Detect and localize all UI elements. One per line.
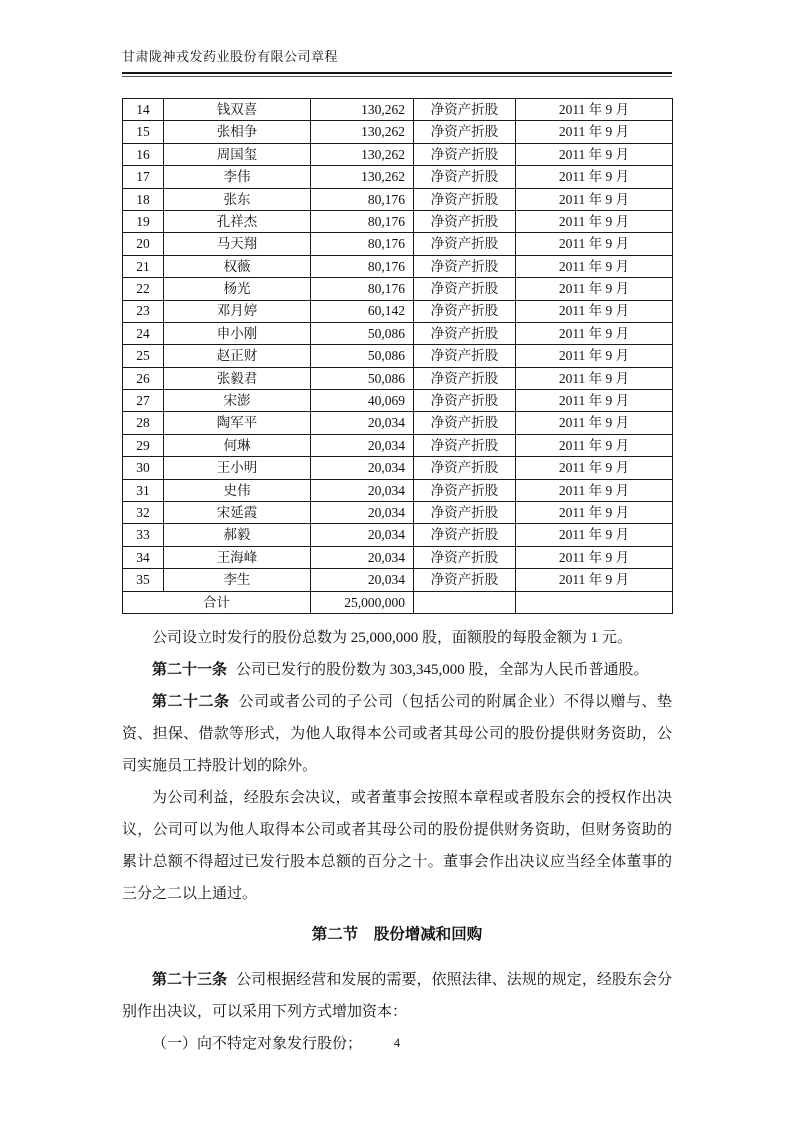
row-date: 2011 年 9 月	[516, 300, 673, 322]
row-no: 34	[123, 546, 164, 568]
row-date: 2011 年 9 月	[516, 188, 673, 210]
row-shares: 20,034	[311, 502, 414, 524]
row-name: 史伟	[164, 479, 311, 501]
article-23-text: 公司根据经营和发展的需要，依照法律、法规的规定，经股东会分别作出决议，可以采用下列方式增加资本：	[122, 971, 672, 1020]
table-row	[123, 457, 673, 479]
row-name: 赵正财	[164, 345, 311, 367]
row-method: 净资产折股	[414, 457, 516, 479]
row-no: 15	[123, 121, 164, 143]
row-no: 19	[123, 210, 164, 232]
table-row	[123, 322, 673, 344]
row-date: 2011 年 9 月	[516, 322, 673, 344]
table-row	[123, 121, 673, 143]
row-no: 22	[123, 278, 164, 300]
table-row	[123, 99, 673, 121]
row-method: 净资产折股	[414, 367, 516, 389]
row-shares: 50,086	[311, 345, 414, 367]
table-row	[123, 255, 673, 277]
row-shares: 20,034	[311, 524, 414, 546]
table-row	[123, 434, 673, 456]
row-method: 净资产折股	[414, 479, 516, 501]
row-date: 2011 年 9 月	[516, 502, 673, 524]
row-no: 27	[123, 390, 164, 412]
row-no: 16	[123, 143, 164, 165]
row-date: 2011 年 9 月	[516, 457, 673, 479]
page-number: 4	[393, 1036, 401, 1050]
row-date: 2011 年 9 月	[516, 546, 673, 568]
row-name: 张相争	[164, 121, 311, 143]
row-method: 净资产折股	[414, 390, 516, 412]
row-no: 29	[123, 434, 164, 456]
paragraph-article-22	[122, 686, 672, 782]
row-no: 23	[123, 300, 164, 322]
total-empty-date-cell	[516, 591, 673, 613]
total-empty-method-cell	[414, 591, 516, 613]
row-name: 陶军平	[164, 412, 311, 434]
row-method: 净资产折股	[414, 166, 516, 188]
row-no: 28	[123, 412, 164, 434]
table-row	[123, 143, 673, 165]
row-method: 净资产折股	[414, 322, 516, 344]
row-shares: 50,086	[311, 322, 414, 344]
row-date: 2011 年 9 月	[516, 412, 673, 434]
row-method: 净资产折股	[414, 233, 516, 255]
row-no: 18	[123, 188, 164, 210]
row-shares: 130,262	[311, 143, 414, 165]
row-name: 王小明	[164, 457, 311, 479]
article-22-text: 公司或者公司的子公司（包括公司的附属企业）不得以赠与、垫资、担保、借款等形式，为他人取得本公司或者其母公司的股份提供财务资助，公司实施员工持股计划的除外。	[122, 693, 672, 774]
row-name: 权薇	[164, 255, 311, 277]
row-name: 郝毅	[164, 524, 311, 546]
row-method: 净资产折股	[414, 278, 516, 300]
page-content	[122, 0, 672, 1060]
row-date: 2011 年 9 月	[516, 278, 673, 300]
row-method: 净资产折股	[414, 345, 516, 367]
row-shares: 60,142	[311, 300, 414, 322]
row-name: 孔祥杰	[164, 210, 311, 232]
table-row	[123, 569, 673, 591]
row-name: 杨光	[164, 278, 311, 300]
table-row	[123, 300, 673, 322]
row-shares: 80,176	[311, 188, 414, 210]
row-no: 31	[123, 479, 164, 501]
table-row	[123, 524, 673, 546]
row-date: 2011 年 9 月	[516, 434, 673, 456]
row-date: 2011 年 9 月	[516, 390, 673, 412]
row-name: 马天翔	[164, 233, 311, 255]
row-method: 净资产折股	[414, 300, 516, 322]
table-row	[123, 367, 673, 389]
row-no: 17	[123, 166, 164, 188]
row-date: 2011 年 9 月	[516, 143, 673, 165]
row-date: 2011 年 9 月	[516, 367, 673, 389]
section-heading: 第二节 股份增减和回购	[311, 925, 483, 943]
table-row	[123, 502, 673, 524]
row-shares: 130,262	[311, 99, 414, 121]
row-no: 21	[123, 255, 164, 277]
row-name: 李生	[164, 569, 311, 591]
body-text	[122, 622, 672, 1060]
row-shares: 130,262	[311, 166, 414, 188]
table-row	[123, 479, 673, 501]
paragraph-article-21	[122, 654, 672, 686]
table-row	[123, 210, 673, 232]
row-method: 净资产折股	[414, 121, 516, 143]
list-item-1: （一）向不特定对象发行股份；	[152, 1035, 363, 1052]
row-method: 净资产折股	[414, 412, 516, 434]
row-no: 30	[123, 457, 164, 479]
row-method: 净资产折股	[414, 210, 516, 232]
row-method: 净资产折股	[414, 255, 516, 277]
row-no: 26	[123, 367, 164, 389]
table-row	[123, 188, 673, 210]
row-shares: 20,034	[311, 434, 414, 456]
row-name: 周国玺	[164, 143, 311, 165]
row-shares: 20,034	[311, 412, 414, 434]
row-date: 2011 年 9 月	[516, 569, 673, 591]
row-date: 2011 年 9 月	[516, 210, 673, 232]
row-name: 邓月婷	[164, 300, 311, 322]
row-date: 2011 年 9 月	[516, 166, 673, 188]
header-title: 甘肃陇神戎发药业股份有限公司章程	[122, 49, 339, 64]
table-total-row	[123, 591, 673, 613]
article-21-label: 第二十一条	[152, 661, 228, 678]
row-no: 14	[123, 99, 164, 121]
row-no: 24	[123, 322, 164, 344]
total-shares-cell: 25,000,000	[311, 591, 414, 613]
row-no: 25	[123, 345, 164, 367]
table-row	[123, 390, 673, 412]
row-shares: 80,176	[311, 210, 414, 232]
row-name: 申小刚	[164, 322, 311, 344]
row-date: 2011 年 9 月	[516, 524, 673, 546]
table-row	[123, 166, 673, 188]
table-row	[123, 278, 673, 300]
row-shares: 20,034	[311, 569, 414, 591]
row-shares: 40,069	[311, 390, 414, 412]
row-date: 2011 年 9 月	[516, 345, 673, 367]
row-date: 2011 年 9 月	[516, 99, 673, 121]
row-name: 钱双喜	[164, 99, 311, 121]
row-method: 净资产折股	[414, 502, 516, 524]
row-no: 35	[123, 569, 164, 591]
table-row	[123, 546, 673, 568]
table-row	[123, 345, 673, 367]
row-date: 2011 年 9 月	[516, 479, 673, 501]
table-row	[123, 412, 673, 434]
shareholders-table-body	[123, 99, 673, 592]
row-shares: 80,176	[311, 255, 414, 277]
row-shares: 20,034	[311, 479, 414, 501]
row-shares: 20,034	[311, 546, 414, 568]
page-header	[122, 46, 672, 74]
row-method: 净资产折股	[414, 434, 516, 456]
row-shares: 130,262	[311, 121, 414, 143]
row-date: 2011 年 9 月	[516, 255, 673, 277]
article-22-label: 第二十二条	[152, 693, 230, 710]
row-name: 张东	[164, 188, 311, 210]
row-method: 净资产折股	[414, 569, 516, 591]
shareholders-table	[122, 98, 673, 614]
row-name: 宋澎	[164, 390, 311, 412]
row-shares: 50,086	[311, 367, 414, 389]
paragraph-article-23	[122, 964, 672, 1028]
row-name: 王海峰	[164, 546, 311, 568]
row-date: 2011 年 9 月	[516, 233, 673, 255]
row-date: 2011 年 9 月	[516, 121, 673, 143]
table-row	[123, 233, 673, 255]
row-no: 32	[123, 502, 164, 524]
row-name: 宋延霞	[164, 502, 311, 524]
row-method: 净资产折股	[414, 99, 516, 121]
row-method: 净资产折股	[414, 143, 516, 165]
row-shares: 20,034	[311, 457, 414, 479]
paragraph-financial-assistance: 为公司利益，经股东会决议，或者董事会按照本章程或者股东会的授权作出决议，公司可以为他人取得本公司或者其母公司的股份提供财务资助，但财务资助的累计总额不得超过已发行股本总额的百分之十。董事会作出决议应当经全体董事的三分之二以上通过。	[122, 789, 672, 902]
row-shares: 80,176	[311, 278, 414, 300]
article-23-label: 第二十三条	[152, 971, 228, 988]
paragraph-issue-total: 公司设立时发行的股份总数为 25,000,000 股，面额股的每股金额为 1 元。	[152, 629, 633, 646]
row-name: 张毅君	[164, 367, 311, 389]
row-method: 净资产折股	[414, 546, 516, 568]
row-name: 何琳	[164, 434, 311, 456]
total-label-cell: 合计	[123, 591, 311, 613]
row-no: 33	[123, 524, 164, 546]
row-no: 20	[123, 233, 164, 255]
row-shares: 80,176	[311, 233, 414, 255]
article-21-text: 公司已发行的股份数为 303,345,000 股，全部为人民币普通股。	[236, 661, 649, 678]
row-method: 净资产折股	[414, 188, 516, 210]
row-name: 李伟	[164, 166, 311, 188]
row-method: 净资产折股	[414, 524, 516, 546]
